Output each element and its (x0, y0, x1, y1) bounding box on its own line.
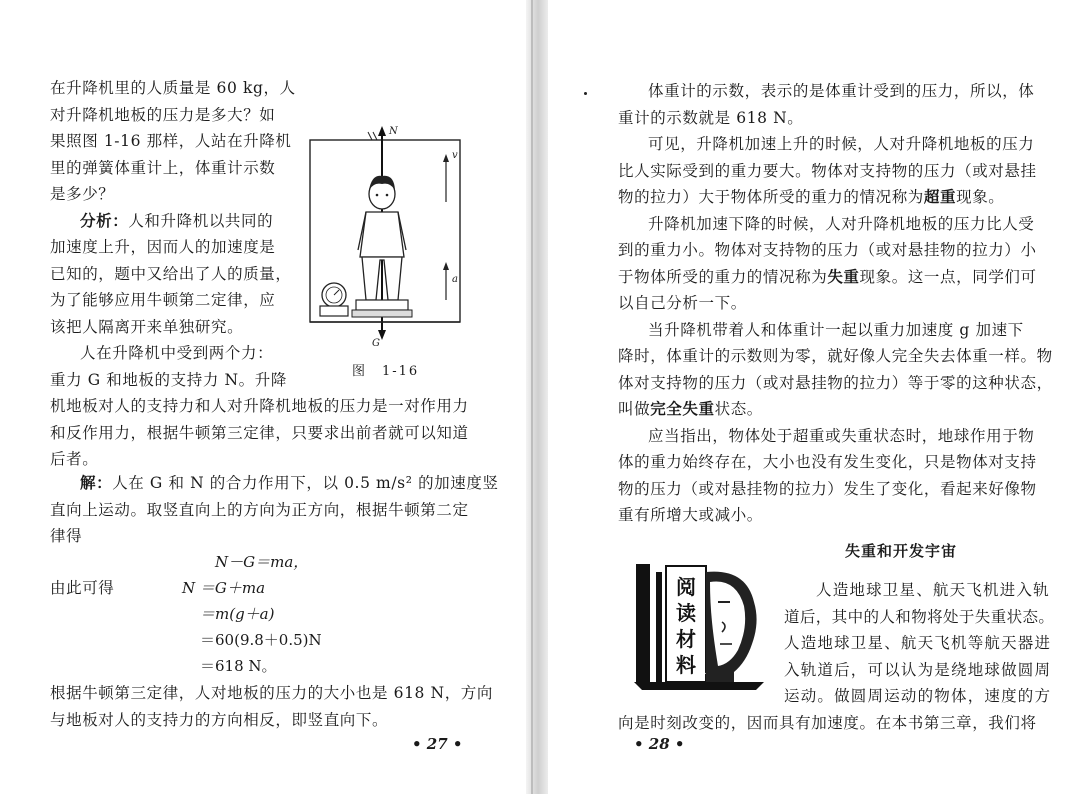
reading-line-4: 入轨道后，可以认为是绕地球做圆周 (784, 660, 1052, 679)
r-para3-post: 现象。这一点，同学们可 (859, 267, 1037, 286)
label-v: v (452, 150, 458, 161)
reading-line-6: 向是时刻改变的，因而具有加速度。在本书第三章，我们将 (618, 713, 1037, 732)
r-para3-pre: 于物体所受的重力的情况称为 (618, 267, 828, 286)
r-para5-line-1: 应当指出，物体处于超重或失重状态时，地球作用于物 (648, 426, 1035, 445)
figure-caption: 图 1-16 (352, 364, 420, 379)
r-para2-line-1: 可见，升降机加速上升的时候，人对升降机地板的压力 (648, 135, 1035, 153)
analysis-line-2: 加速度上升，因而人的加速度是 (50, 238, 276, 256)
elevator-figure (300, 122, 480, 350)
r-para4-line-2: 降时，体重计的示数则为零，就好像人完全失去体重一样。物 (618, 347, 1053, 365)
r-para2-pre: 物的拉力）大于物体所受的重力的情况称为 (618, 188, 924, 206)
book-gutter (526, 0, 548, 794)
page-number-right: • 28 • (634, 735, 685, 753)
solution-line-3: 律得 (50, 527, 83, 545)
reading-title: 失重和开发宇宙 (845, 542, 958, 560)
complete-weightless-term: 完全失重 (650, 399, 715, 418)
reading-material-badge (634, 562, 768, 692)
r-para2-line-2: 比人实际受到的重力要大。物体对支持物的压力（或对悬挂 (618, 161, 1037, 180)
thus-label: 由此可得 (50, 579, 115, 597)
label-n: N (389, 126, 398, 137)
r-para1-line-2: 重计的示数就是 618 N。 (618, 108, 804, 127)
weightless-term: 失重 (827, 266, 860, 286)
equation-4: ＝60(9.8＋0.5)N (200, 631, 322, 649)
reading-line-5: 运动。做圆周运动的物体，速度的方 (784, 687, 1052, 705)
r-para5-line-2: 体的重力始终存在，大小也没有发生变化，只是物体对支持 (618, 453, 1037, 471)
r-para4-line-1: 当升降机带着人和体重计一起以重力加速度 g 加速下 (648, 320, 1024, 339)
r-para2-line-3 (618, 184, 1004, 211)
label-a: a (452, 274, 458, 285)
forces-line-2: 重力 G 和地板的支持力 N。升降 (50, 370, 287, 389)
analysis-first: 人和升降机以共同的 (128, 211, 274, 230)
analysis-label: 分析： (80, 210, 129, 230)
question-line-5: 是多少？ (50, 185, 115, 203)
r-para4-line-3: 体对支持物的压力（或对悬挂物的拉力）等于零的这种状态， (618, 373, 1053, 392)
solution-line-1 (80, 470, 499, 497)
forces-line-3: 机地板对人的支持力和人对升降机地板的压力是一对作用力 (50, 397, 469, 415)
analysis-line-1 (80, 208, 273, 235)
overweight-term: 超重 (923, 187, 957, 206)
r-para4-pre: 叫做 (618, 400, 651, 418)
forces-line-4: 和反作用力，根据牛顿第三定律，只要求出前者就可以知道 (50, 423, 469, 442)
analysis-line-3: 已知的，题中又给出了人的质量， (50, 264, 292, 283)
stray-dot (584, 92, 587, 95)
equation-2: N ＝G＋ma (182, 579, 266, 597)
analysis-line-5: 该把人隔离开来单独研究。 (50, 317, 244, 336)
solution-label: 解： (80, 473, 113, 492)
badge-char-1: 阅 (676, 575, 696, 599)
label-g: G (372, 338, 380, 349)
r-para3-line-4: 以自己分析一下。 (618, 294, 747, 312)
equation-3: ＝m(g＋a) (200, 605, 275, 623)
analysis-line-4: 为了能够应用牛顿第二定律，应 (50, 291, 276, 309)
r-para3-line-3 (618, 264, 1037, 291)
question-line-3: 果照图 1-16 那样，人站在升降机 (50, 132, 292, 150)
solution-first: 人在 G 和 N 的合力作用下，以 0.5 m/s² 的加速度竖 (112, 474, 499, 492)
r-para3-line-1: 升降机加速下降的时候，人对升降机地板的压力比人受 (648, 214, 1035, 233)
question-line-1: 在升降机里的人质量是 60 kg，人 (50, 79, 296, 97)
forces-line-1: 人在升降机中受到两个力： (80, 344, 274, 362)
page-number-left: • 27 • (412, 735, 463, 753)
solution-line-2: 直向上运动。取竖直向上的方向为正方向，根据牛顿第二定 (50, 500, 469, 519)
conclusion-line-1: 根据牛顿第三定律，人对地板的压力的大小也是 618 N，方向 (50, 684, 494, 702)
conclusion-line-2: 与地板对人的支持力的方向相反，即竖直向下。 (50, 710, 389, 729)
badge-char-4: 料 (676, 653, 696, 677)
right-page (548, 0, 1080, 794)
r-para2-post: 现象。 (956, 188, 1005, 206)
reading-line-1: 人造地球卫星、航天飞机进入轨 (816, 581, 1050, 599)
question-line-2: 对升降机地板的压力是多大？如 (50, 105, 276, 124)
gutter-line (531, 0, 533, 794)
r-para5-line-3: 物的压力（或对悬挂物的拉力）发生了变化，看起来好像物 (618, 479, 1037, 498)
badge-char-2: 读 (676, 601, 696, 625)
r-para3-line-2: 到的重力小。物体对支持物的压力（或对悬挂物的拉力）小 (618, 241, 1037, 259)
r-para4-line-4 (618, 396, 763, 423)
forces-line-5: 后者。 (50, 450, 99, 468)
r-para1-line-1: 体重计的示数，表示的是体重计受到的压力，所以，体 (648, 82, 1035, 100)
r-para4-post: 状态。 (714, 400, 763, 418)
equation-1: N－G＝ma， (215, 553, 309, 571)
r-para5-line-4: 重有所增大或减小。 (618, 506, 763, 524)
question-line-4: 里的弹簧体重计上，体重计示数 (50, 158, 276, 177)
left-page (0, 0, 526, 794)
reading-line-2: 道后，其中的人和物将处于失重状态。 (784, 607, 1055, 626)
reading-line-3: 人造地球卫星、航天飞机等航天器进 (784, 634, 1052, 652)
equation-5: ＝618 N。 (200, 657, 277, 675)
badge-char-3: 材 (676, 627, 696, 651)
